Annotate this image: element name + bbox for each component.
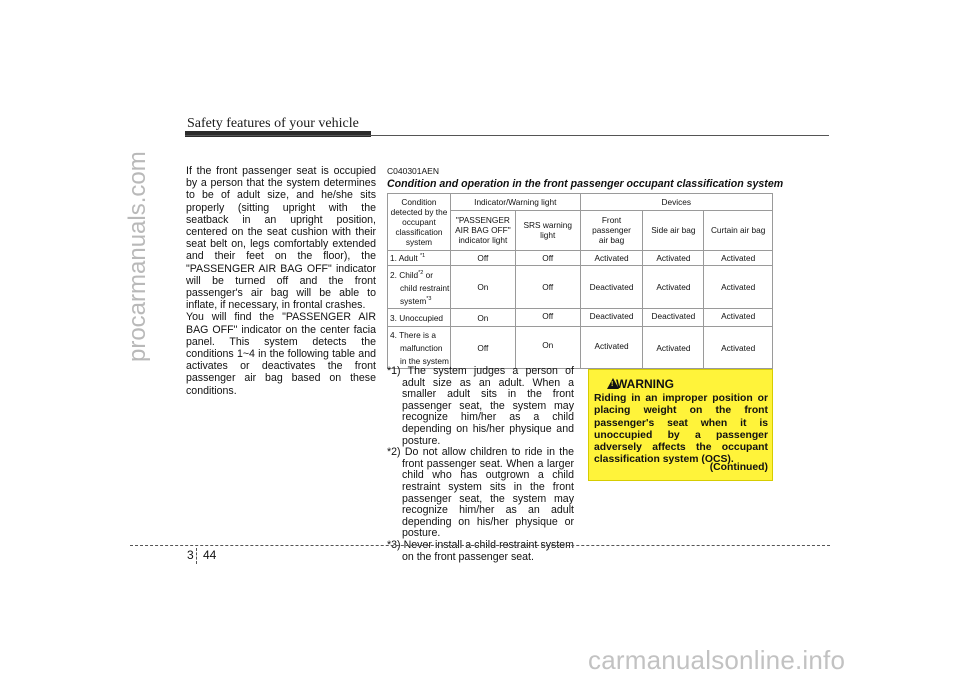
header-bar [185, 131, 371, 137]
front-passenger-airbag-header: Front passenger air bag [580, 210, 643, 250]
section-code: C040301AEN [387, 166, 439, 176]
warning-continued: (Continued) [709, 462, 768, 473]
cell-curtain: Activated [704, 309, 773, 327]
footer-separator [196, 548, 197, 564]
indicator-group-header: Indicator/Warning light [450, 194, 580, 211]
table-row [388, 266, 773, 309]
cell-pab: Off [450, 251, 515, 266]
intro-paragraph-2: You will find the "PASSENGER AIR BAG OFF" indicator on the center facia panel. This system detects the conditions 1~4 in the following table and activates or deactivates the front passenger air bag based on these conditions. [186, 311, 376, 397]
watermark-left: procarmanuals.com [124, 151, 151, 362]
running-header-title: Safety features of your vehicle [187, 116, 359, 131]
condition-header: Condition detected by the occupant classification system [388, 194, 451, 251]
intro-paragraph-1: If the front passenger seat is occupied by a person that the system determines to be of adult size, and he/she sits properly (sitting upright with the seatback in an upright position, centered on the seat cushion with their seat belt on, legs comfortably extended and their feet on the floor), the "PASSENGER AIR BAG OFF" indicator will be turned off and the front passenger's air bag will be able to inflate, if necessary, in frontal crashes. [186, 165, 376, 312]
watermark-bottom: carmanualsonline.info [588, 645, 846, 675]
row-label-child: 2. Child$^{*2}$ or child restraint system$^{*3}$ [388, 266, 451, 309]
cell-pab: On [450, 309, 515, 327]
cell-curtain: Activated [704, 327, 773, 369]
exclamation-icon: ! [611, 381, 614, 388]
row-label-unoccupied: 3. Unoccupied [388, 309, 451, 327]
intro-text [186, 165, 376, 397]
row-label-malfunction: 4. There is a malfunction in the system [388, 327, 451, 369]
side-airbag-header: Side air bag [643, 210, 704, 250]
pab-off-indicator-header: "PASSENGER AIR BAG OFF" indicator light [450, 210, 515, 250]
srs-warning-header: SRS warning light [515, 210, 580, 250]
cell-front: Activated [580, 251, 643, 266]
cell-side: Activated [643, 266, 704, 309]
footnotes [387, 366, 574, 563]
curtain-airbag-header: Curtain air bag [704, 210, 773, 250]
table-row [388, 309, 773, 327]
cell-front: Deactivated [580, 309, 643, 327]
row-label-adult: 1. Adult $^{*1}$ [388, 251, 451, 266]
warning-title: WARNING [616, 377, 674, 391]
cell-side: Deactivated [643, 309, 704, 327]
cell-curtain: Activated [704, 266, 773, 309]
cell-srs: Off [515, 251, 580, 266]
warning-text: Riding in an improper position or placing weight on the front passenger's seat when it is unoccupied by a passenger adversely affects the occupant classification system (OCS). [594, 393, 768, 466]
cell-curtain: Activated [704, 251, 773, 266]
cell-side: Activated [643, 251, 704, 266]
footnote-3: *3) Never install a child restraint system on the front passenger seat. [387, 538, 574, 563]
cell-pab: On [450, 266, 515, 309]
header-rule [185, 135, 829, 136]
cell-side: Activated [643, 327, 704, 369]
footer-page-number: 44 [203, 548, 217, 562]
devices-group-header: Devices [580, 194, 772, 211]
cell-srs: Off [515, 309, 580, 327]
cell-front: Deactivated [580, 266, 643, 309]
cell-srs: On [515, 327, 580, 369]
footnote-1: *1) The system judges a person of adult size as an adult. When a smaller adult sits in the front passenger seat, the system may recognize him/her as a child depending on his/her physique and posture. [387, 365, 574, 447]
occupant-classification-table [387, 193, 773, 369]
cell-srs: Off [515, 266, 580, 309]
cell-front: Activated [580, 327, 643, 369]
table-row [388, 327, 773, 369]
section-heading: Condition and operation in the front passenger occupant classification system [387, 178, 784, 190]
table-row [388, 251, 773, 266]
footer-section-number: 3 [187, 548, 194, 562]
cell-pab: Off [450, 327, 515, 369]
footer-rule [130, 545, 830, 546]
footnote-2: *2) Do not allow children to ride in the front passenger seat. When a larger child who has outgrown a child restraint system sits in the front passenger seat, the system may recognize him/her as an adult depending on his/her physique or posture. [387, 446, 574, 540]
